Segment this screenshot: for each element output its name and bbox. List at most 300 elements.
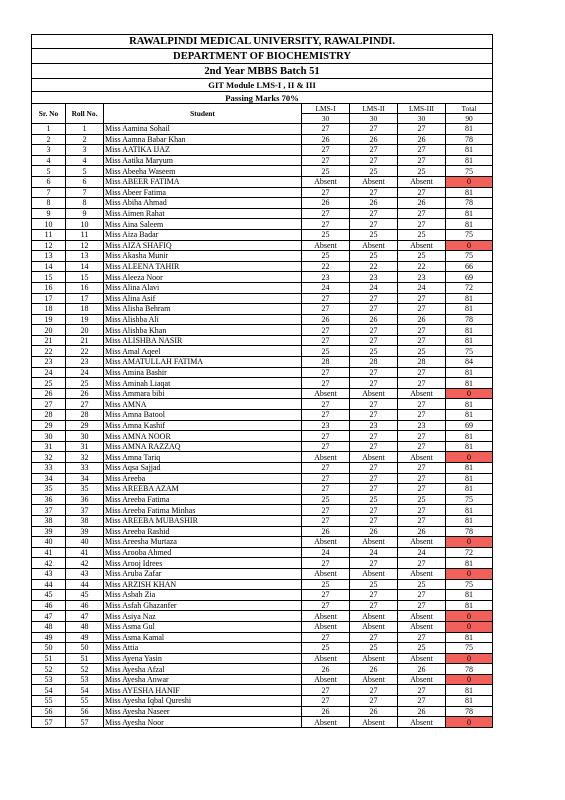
lms2-score-cell: Absent <box>350 653 398 664</box>
sr-no-cell: 17 <box>32 293 66 304</box>
lms3-score-cell: Absent <box>398 568 446 579</box>
sr-no-cell: 2 <box>32 134 66 145</box>
table-row <box>32 399 493 410</box>
student-name-cell: Miss Abeer Fatima <box>104 187 302 198</box>
sr-no-cell: 10 <box>32 219 66 230</box>
sr-no-cell: 15 <box>32 272 66 283</box>
roll-no-cell: 56 <box>66 706 104 717</box>
total-score-cell: 81 <box>446 208 493 219</box>
lms3-score-cell: 27 <box>398 441 446 452</box>
student-name-cell: Miss Aamna Babar Khan <box>104 134 302 145</box>
lms2-score-cell: 22 <box>350 261 398 272</box>
lms3-score-cell: 25 <box>398 643 446 654</box>
table-row <box>32 272 493 283</box>
roll-no-cell: 1 <box>66 124 104 135</box>
table-row <box>32 611 493 622</box>
roll-no-cell: 55 <box>66 696 104 707</box>
student-name-cell: Miss AIZA SHAFIQ <box>104 240 302 251</box>
roll-no-cell: 30 <box>66 431 104 442</box>
lms1-score-cell: Absent <box>302 388 350 399</box>
lms2-score-cell: Absent <box>350 537 398 548</box>
total-score-cell: 81 <box>446 558 493 569</box>
lms2-score-cell: 27 <box>350 367 398 378</box>
result-table <box>31 34 493 728</box>
lms1-header: LMS-I <box>302 104 350 114</box>
student-name-cell: Miss AREEBA MUBASHIR <box>104 515 302 526</box>
sr-no-cell: 16 <box>32 282 66 293</box>
sr-no-cell: 6 <box>32 176 66 187</box>
total-score-cell: 81 <box>446 685 493 696</box>
total-score-cell: 81 <box>446 590 493 601</box>
lms3-score-cell: 27 <box>398 208 446 219</box>
roll-no-cell: 14 <box>66 261 104 272</box>
sr-no-cell: 13 <box>32 251 66 262</box>
roll-no-cell: 26 <box>66 388 104 399</box>
lms2-score-cell: 27 <box>350 304 398 315</box>
roll-no-cell: 33 <box>66 463 104 474</box>
lms2-score-cell: 27 <box>350 187 398 198</box>
total-score-cell: 75 <box>446 494 493 505</box>
roll-no-cell: 21 <box>66 335 104 346</box>
lms2-score-cell: 23 <box>350 272 398 283</box>
table-row <box>32 579 493 590</box>
sr-no-cell: 25 <box>32 378 66 389</box>
total-score-cell: 78 <box>446 526 493 537</box>
student-name-cell: Miss Amna Batool <box>104 410 302 421</box>
lms2-score-cell: 25 <box>350 166 398 177</box>
lms1-score-cell: Absent <box>302 537 350 548</box>
table-row <box>32 526 493 537</box>
student-name-cell: Miss Alishba Khan <box>104 325 302 336</box>
table-row <box>32 314 493 325</box>
batch-title: 2nd Year MBBS Batch 51 <box>32 64 493 79</box>
lms3-score-cell: 27 <box>398 600 446 611</box>
roll-no-cell: 38 <box>66 515 104 526</box>
student-name-cell: Miss Areesha Murtaza <box>104 537 302 548</box>
lms2-score-cell: 25 <box>350 346 398 357</box>
sr-no-cell: 31 <box>32 441 66 452</box>
sr-no-cell: 4 <box>32 155 66 166</box>
total-score-cell: 78 <box>446 134 493 145</box>
student-name-cell: Miss Ayesha Iqbal Qureshi <box>104 696 302 707</box>
sr-no-cell: 52 <box>32 664 66 675</box>
lms2-score-cell: 27 <box>350 219 398 230</box>
lms3-score-cell: 27 <box>398 335 446 346</box>
lms2-score-cell: Absent <box>350 240 398 251</box>
total-score-cell: 81 <box>446 473 493 484</box>
sr-no-cell: 42 <box>32 558 66 569</box>
sr-no-cell: 40 <box>32 537 66 548</box>
sr-no-cell: 20 <box>32 325 66 336</box>
lms2-score-cell: Absent <box>350 717 398 728</box>
sr-no-cell: 57 <box>32 717 66 728</box>
sr-no-cell: 32 <box>32 452 66 463</box>
lms2-score-cell: 24 <box>350 547 398 558</box>
total-score-cell: 81 <box>446 463 493 474</box>
total-score-cell: 81 <box>446 410 493 421</box>
lms3-score-cell: Absent <box>398 176 446 187</box>
lms3-score-cell: 23 <box>398 420 446 431</box>
table-row <box>32 145 493 156</box>
sr-no-cell: 55 <box>32 696 66 707</box>
lms1-score-cell: 27 <box>302 378 350 389</box>
table-row <box>32 187 493 198</box>
lms2-score-cell: 27 <box>350 155 398 166</box>
total-score-cell: 78 <box>446 664 493 675</box>
university-title: RAWALPINDI MEDICAL UNIVERSITY, RAWALPINDI. <box>32 35 493 49</box>
lms1-score-cell: Absent <box>302 621 350 632</box>
table-row <box>32 134 493 145</box>
lms1-score-cell: 27 <box>302 484 350 495</box>
lms1-score-cell: 27 <box>302 304 350 315</box>
lms2-score-cell: 25 <box>350 643 398 654</box>
table-row <box>32 558 493 569</box>
student-header: Student <box>104 104 302 124</box>
lms3-score-cell: 26 <box>398 198 446 209</box>
table-row <box>32 494 493 505</box>
lms2-score-cell: 27 <box>350 410 398 421</box>
student-name-cell: Miss Amna Tariq <box>104 452 302 463</box>
total-score-cell: 72 <box>446 282 493 293</box>
passing-marks: Passing Marks 70% <box>32 92 493 104</box>
sr-no-cell: 41 <box>32 547 66 558</box>
roll-no-cell: 47 <box>66 611 104 622</box>
sr-no-cell: 43 <box>32 568 66 579</box>
roll-no-cell: 50 <box>66 643 104 654</box>
lms2-score-cell: 26 <box>350 664 398 675</box>
roll-no-cell: 52 <box>66 664 104 675</box>
student-name-cell: Miss Ayesha Afzal <box>104 664 302 675</box>
lms2-score-cell: 28 <box>350 357 398 368</box>
total-score-cell: 81 <box>446 399 493 410</box>
lms1-score-cell: 27 <box>302 505 350 516</box>
table-row <box>32 282 493 293</box>
lms3-score-cell: 25 <box>398 494 446 505</box>
total-score-cell: 69 <box>446 272 493 283</box>
table-row <box>32 696 493 707</box>
lms2-score-cell: 27 <box>350 378 398 389</box>
lms1-score-cell: 27 <box>302 208 350 219</box>
sr-no-cell: 54 <box>32 685 66 696</box>
lms3-score-cell: 27 <box>398 484 446 495</box>
lms2-score-cell: 25 <box>350 251 398 262</box>
lms2-score-cell: 27 <box>350 515 398 526</box>
roll-no-cell: 16 <box>66 282 104 293</box>
lms2-score-cell: Absent <box>350 611 398 622</box>
lms3-score-cell: Absent <box>398 611 446 622</box>
total-score-cell: 78 <box>446 706 493 717</box>
roll-no-cell: 15 <box>66 272 104 283</box>
lms3-score-cell: 24 <box>398 547 446 558</box>
student-name-cell: Miss Areeba Fatima Minhas <box>104 505 302 516</box>
total-score-cell: 81 <box>446 378 493 389</box>
student-name-cell: Miss Asma Gul <box>104 621 302 632</box>
roll-no-cell: 49 <box>66 632 104 643</box>
lms1-score-cell: 24 <box>302 547 350 558</box>
lms2-score-cell: 26 <box>350 198 398 209</box>
sr-no-cell: 7 <box>32 187 66 198</box>
sr-no-cell: 36 <box>32 494 66 505</box>
lms1-score-cell: 26 <box>302 664 350 675</box>
sr-no-cell: 14 <box>32 261 66 272</box>
sr-no-cell: 26 <box>32 388 66 399</box>
lms3-score-cell: 27 <box>398 145 446 156</box>
student-name-cell: Miss Akasha Munir <box>104 251 302 262</box>
lms3-score-cell: 26 <box>398 134 446 145</box>
total-score-cell: 81 <box>446 505 493 516</box>
student-name-cell: Miss AYESHA HANIF <box>104 685 302 696</box>
lms3-score-cell: 27 <box>398 685 446 696</box>
student-name-cell: Miss AMNA NOOR <box>104 431 302 442</box>
module-title: GIT Module LMS-I , II & III <box>32 79 493 92</box>
total-score-cell: 81 <box>446 335 493 346</box>
lms2-score-cell: Absent <box>350 176 398 187</box>
lms1-score-cell: 27 <box>302 155 350 166</box>
lms3-score-cell: 27 <box>398 378 446 389</box>
total-score-cell: 81 <box>446 155 493 166</box>
lms3-score-cell: 27 <box>398 187 446 198</box>
roll-no-cell: 43 <box>66 568 104 579</box>
lms1-score-cell: 26 <box>302 314 350 325</box>
lms2-score-cell: 27 <box>350 145 398 156</box>
total-score-cell: 0 <box>446 674 493 685</box>
total-score-cell: 75 <box>446 251 493 262</box>
total-score-cell: 81 <box>446 187 493 198</box>
total-score-cell: 0 <box>446 452 493 463</box>
roll-no-cell: 53 <box>66 674 104 685</box>
lms3-score-cell: 27 <box>398 219 446 230</box>
table-row <box>32 304 493 315</box>
sr-no-cell: 1 <box>32 124 66 135</box>
lms3-header: LMS-III <box>398 104 446 114</box>
total-max-marks: 90 <box>446 114 493 124</box>
student-name-cell: Miss Alishba Ali <box>104 314 302 325</box>
roll-no-cell: 31 <box>66 441 104 452</box>
lms2-score-cell: 27 <box>350 124 398 135</box>
lms2-max-marks: 30 <box>350 114 398 124</box>
table-row <box>32 410 493 421</box>
lms1-score-cell: 27 <box>302 124 350 135</box>
table-row <box>32 653 493 664</box>
lms2-score-cell: Absent <box>350 621 398 632</box>
sr-no-cell: 11 <box>32 229 66 240</box>
student-name-cell: Miss Ammara bibi <box>104 388 302 399</box>
lms3-score-cell: 27 <box>398 590 446 601</box>
table-row <box>32 685 493 696</box>
table-row <box>32 547 493 558</box>
lms1-score-cell: Absent <box>302 176 350 187</box>
total-score-cell: 81 <box>446 600 493 611</box>
roll-no-cell: 35 <box>66 484 104 495</box>
roll-no-cell: 54 <box>66 685 104 696</box>
student-name-cell: Miss ALEENA TAHIR <box>104 261 302 272</box>
student-name-cell: Miss Aiza Badar <box>104 229 302 240</box>
lms1-score-cell: 27 <box>302 600 350 611</box>
lms3-score-cell: 27 <box>398 505 446 516</box>
lms2-header: LMS-II <box>350 104 398 114</box>
table-row <box>32 420 493 431</box>
lms1-score-cell: Absent <box>302 674 350 685</box>
roll-no-cell: 4 <box>66 155 104 166</box>
table-row <box>32 229 493 240</box>
total-score-cell: 0 <box>446 611 493 622</box>
total-score-cell: 0 <box>446 568 493 579</box>
sr-no-cell: 50 <box>32 643 66 654</box>
sr-no-cell: 8 <box>32 198 66 209</box>
sr-no-cell: 37 <box>32 505 66 516</box>
table-row <box>32 621 493 632</box>
roll-no-cell: 3 <box>66 145 104 156</box>
lms3-score-cell: 26 <box>398 664 446 675</box>
lms2-score-cell: Absent <box>350 452 398 463</box>
student-name-cell: Miss Areeba Fatima <box>104 494 302 505</box>
sr-no-cell: 51 <box>32 653 66 664</box>
sr-no-cell: 12 <box>32 240 66 251</box>
student-name-cell: Miss Aqsa Sajjad <box>104 463 302 474</box>
lms1-score-cell: Absent <box>302 717 350 728</box>
lms2-score-cell: 27 <box>350 558 398 569</box>
total-score-cell: 0 <box>446 537 493 548</box>
lms3-score-cell: 27 <box>398 155 446 166</box>
table-row <box>32 346 493 357</box>
table-row <box>32 367 493 378</box>
roll-no-cell: 34 <box>66 473 104 484</box>
table-row <box>32 208 493 219</box>
student-name-cell: Miss Abiha Ahmad <box>104 198 302 209</box>
sr-no-cell: 49 <box>32 632 66 643</box>
lms3-score-cell: 27 <box>398 410 446 421</box>
total-score-cell: 0 <box>446 717 493 728</box>
roll-no-cell: 20 <box>66 325 104 336</box>
lms1-score-cell: 27 <box>302 473 350 484</box>
lms1-score-cell: 25 <box>302 251 350 262</box>
lms2-score-cell: Absent <box>350 674 398 685</box>
roll-no-cell: 44 <box>66 579 104 590</box>
table-row <box>32 473 493 484</box>
lms3-score-cell: 27 <box>398 399 446 410</box>
student-name-cell: Miss AMATULLAH FATIMA <box>104 357 302 368</box>
total-score-cell: 81 <box>446 431 493 442</box>
lms2-score-cell: 27 <box>350 632 398 643</box>
roll-no-cell: 18 <box>66 304 104 315</box>
lms2-score-cell: 26 <box>350 314 398 325</box>
roll-no-cell: 57 <box>66 717 104 728</box>
total-score-cell: 81 <box>446 145 493 156</box>
lms1-score-cell: 26 <box>302 198 350 209</box>
table-row <box>32 335 493 346</box>
table-row <box>32 378 493 389</box>
student-name-cell: Miss ALISHBA NASIR <box>104 335 302 346</box>
lms3-score-cell: 25 <box>398 166 446 177</box>
table-row <box>32 251 493 262</box>
roll-no-cell: 8 <box>66 198 104 209</box>
student-name-cell: Miss Aminah Liaqat <box>104 378 302 389</box>
roll-no-cell: 2 <box>66 134 104 145</box>
roll-no-cell: 32 <box>66 452 104 463</box>
table-row <box>32 643 493 654</box>
lms3-score-cell: 27 <box>398 632 446 643</box>
lms3-score-cell: 25 <box>398 346 446 357</box>
total-score-cell: 81 <box>446 696 493 707</box>
student-name-cell: Miss Alina Asif <box>104 293 302 304</box>
lms1-score-cell: Absent <box>302 611 350 622</box>
lms1-score-cell: 27 <box>302 590 350 601</box>
roll-no-cell: 39 <box>66 526 104 537</box>
lms3-score-cell: 25 <box>398 229 446 240</box>
student-name-cell: Miss Amna Kashif <box>104 420 302 431</box>
student-name-cell: Miss Aina Saleem <box>104 219 302 230</box>
table-row <box>32 261 493 272</box>
table-row <box>32 505 493 516</box>
roll-no-cell: 28 <box>66 410 104 421</box>
sr-no-cell: 24 <box>32 367 66 378</box>
lms2-score-cell: 25 <box>350 579 398 590</box>
lms2-score-cell: 25 <box>350 229 398 240</box>
lms3-score-cell: 24 <box>398 282 446 293</box>
table-row <box>32 537 493 548</box>
lms3-score-cell: Absent <box>398 388 446 399</box>
lms2-score-cell: 27 <box>350 441 398 452</box>
lms2-score-cell: 27 <box>350 600 398 611</box>
table-row <box>32 463 493 474</box>
table-row <box>32 176 493 187</box>
lms1-score-cell: 27 <box>302 431 350 442</box>
lms1-score-cell: 26 <box>302 526 350 537</box>
roll-no-cell: 27 <box>66 399 104 410</box>
lms1-score-cell: 27 <box>302 293 350 304</box>
lms1-score-cell: 27 <box>302 515 350 526</box>
table-row <box>32 632 493 643</box>
sr-no-cell: 5 <box>32 166 66 177</box>
lms3-score-cell: Absent <box>398 452 446 463</box>
sr-no-cell: 30 <box>32 431 66 442</box>
student-name-cell: Miss Aleeza Noor <box>104 272 302 283</box>
roll-no-cell: 42 <box>66 558 104 569</box>
table-row <box>32 664 493 675</box>
total-score-cell: 75 <box>446 643 493 654</box>
sr-no-cell: 9 <box>32 208 66 219</box>
student-name-cell: Miss Ayena Yasin <box>104 653 302 664</box>
lms1-score-cell: 27 <box>302 696 350 707</box>
total-score-cell: 0 <box>446 176 493 187</box>
lms2-score-cell: 27 <box>350 431 398 442</box>
lms3-score-cell: 22 <box>398 261 446 272</box>
lms3-score-cell: 27 <box>398 558 446 569</box>
lms1-score-cell: 27 <box>302 558 350 569</box>
student-name-cell: Miss AREEBA AZAM <box>104 484 302 495</box>
roll-no-cell: 51 <box>66 653 104 664</box>
student-name-cell: Miss Aamina Sohail <box>104 124 302 135</box>
lms2-score-cell: 26 <box>350 706 398 717</box>
sr-no-header: Sr. No <box>32 104 66 124</box>
lms3-score-cell: 23 <box>398 272 446 283</box>
lms3-score-cell: 26 <box>398 526 446 537</box>
table-row <box>32 124 493 135</box>
table-row <box>32 568 493 579</box>
lms2-score-cell: 24 <box>350 282 398 293</box>
table-row <box>32 431 493 442</box>
lms1-score-cell: Absent <box>302 452 350 463</box>
table-row <box>32 674 493 685</box>
sr-no-cell: 39 <box>32 526 66 537</box>
sr-no-cell: 19 <box>32 314 66 325</box>
total-score-cell: 81 <box>446 293 493 304</box>
sr-no-cell: 45 <box>32 590 66 601</box>
student-name-cell: Miss Areeba <box>104 473 302 484</box>
student-name-cell: Miss Areeba Rashid <box>104 526 302 537</box>
total-score-cell: 69 <box>446 420 493 431</box>
roll-no-cell: 7 <box>66 187 104 198</box>
